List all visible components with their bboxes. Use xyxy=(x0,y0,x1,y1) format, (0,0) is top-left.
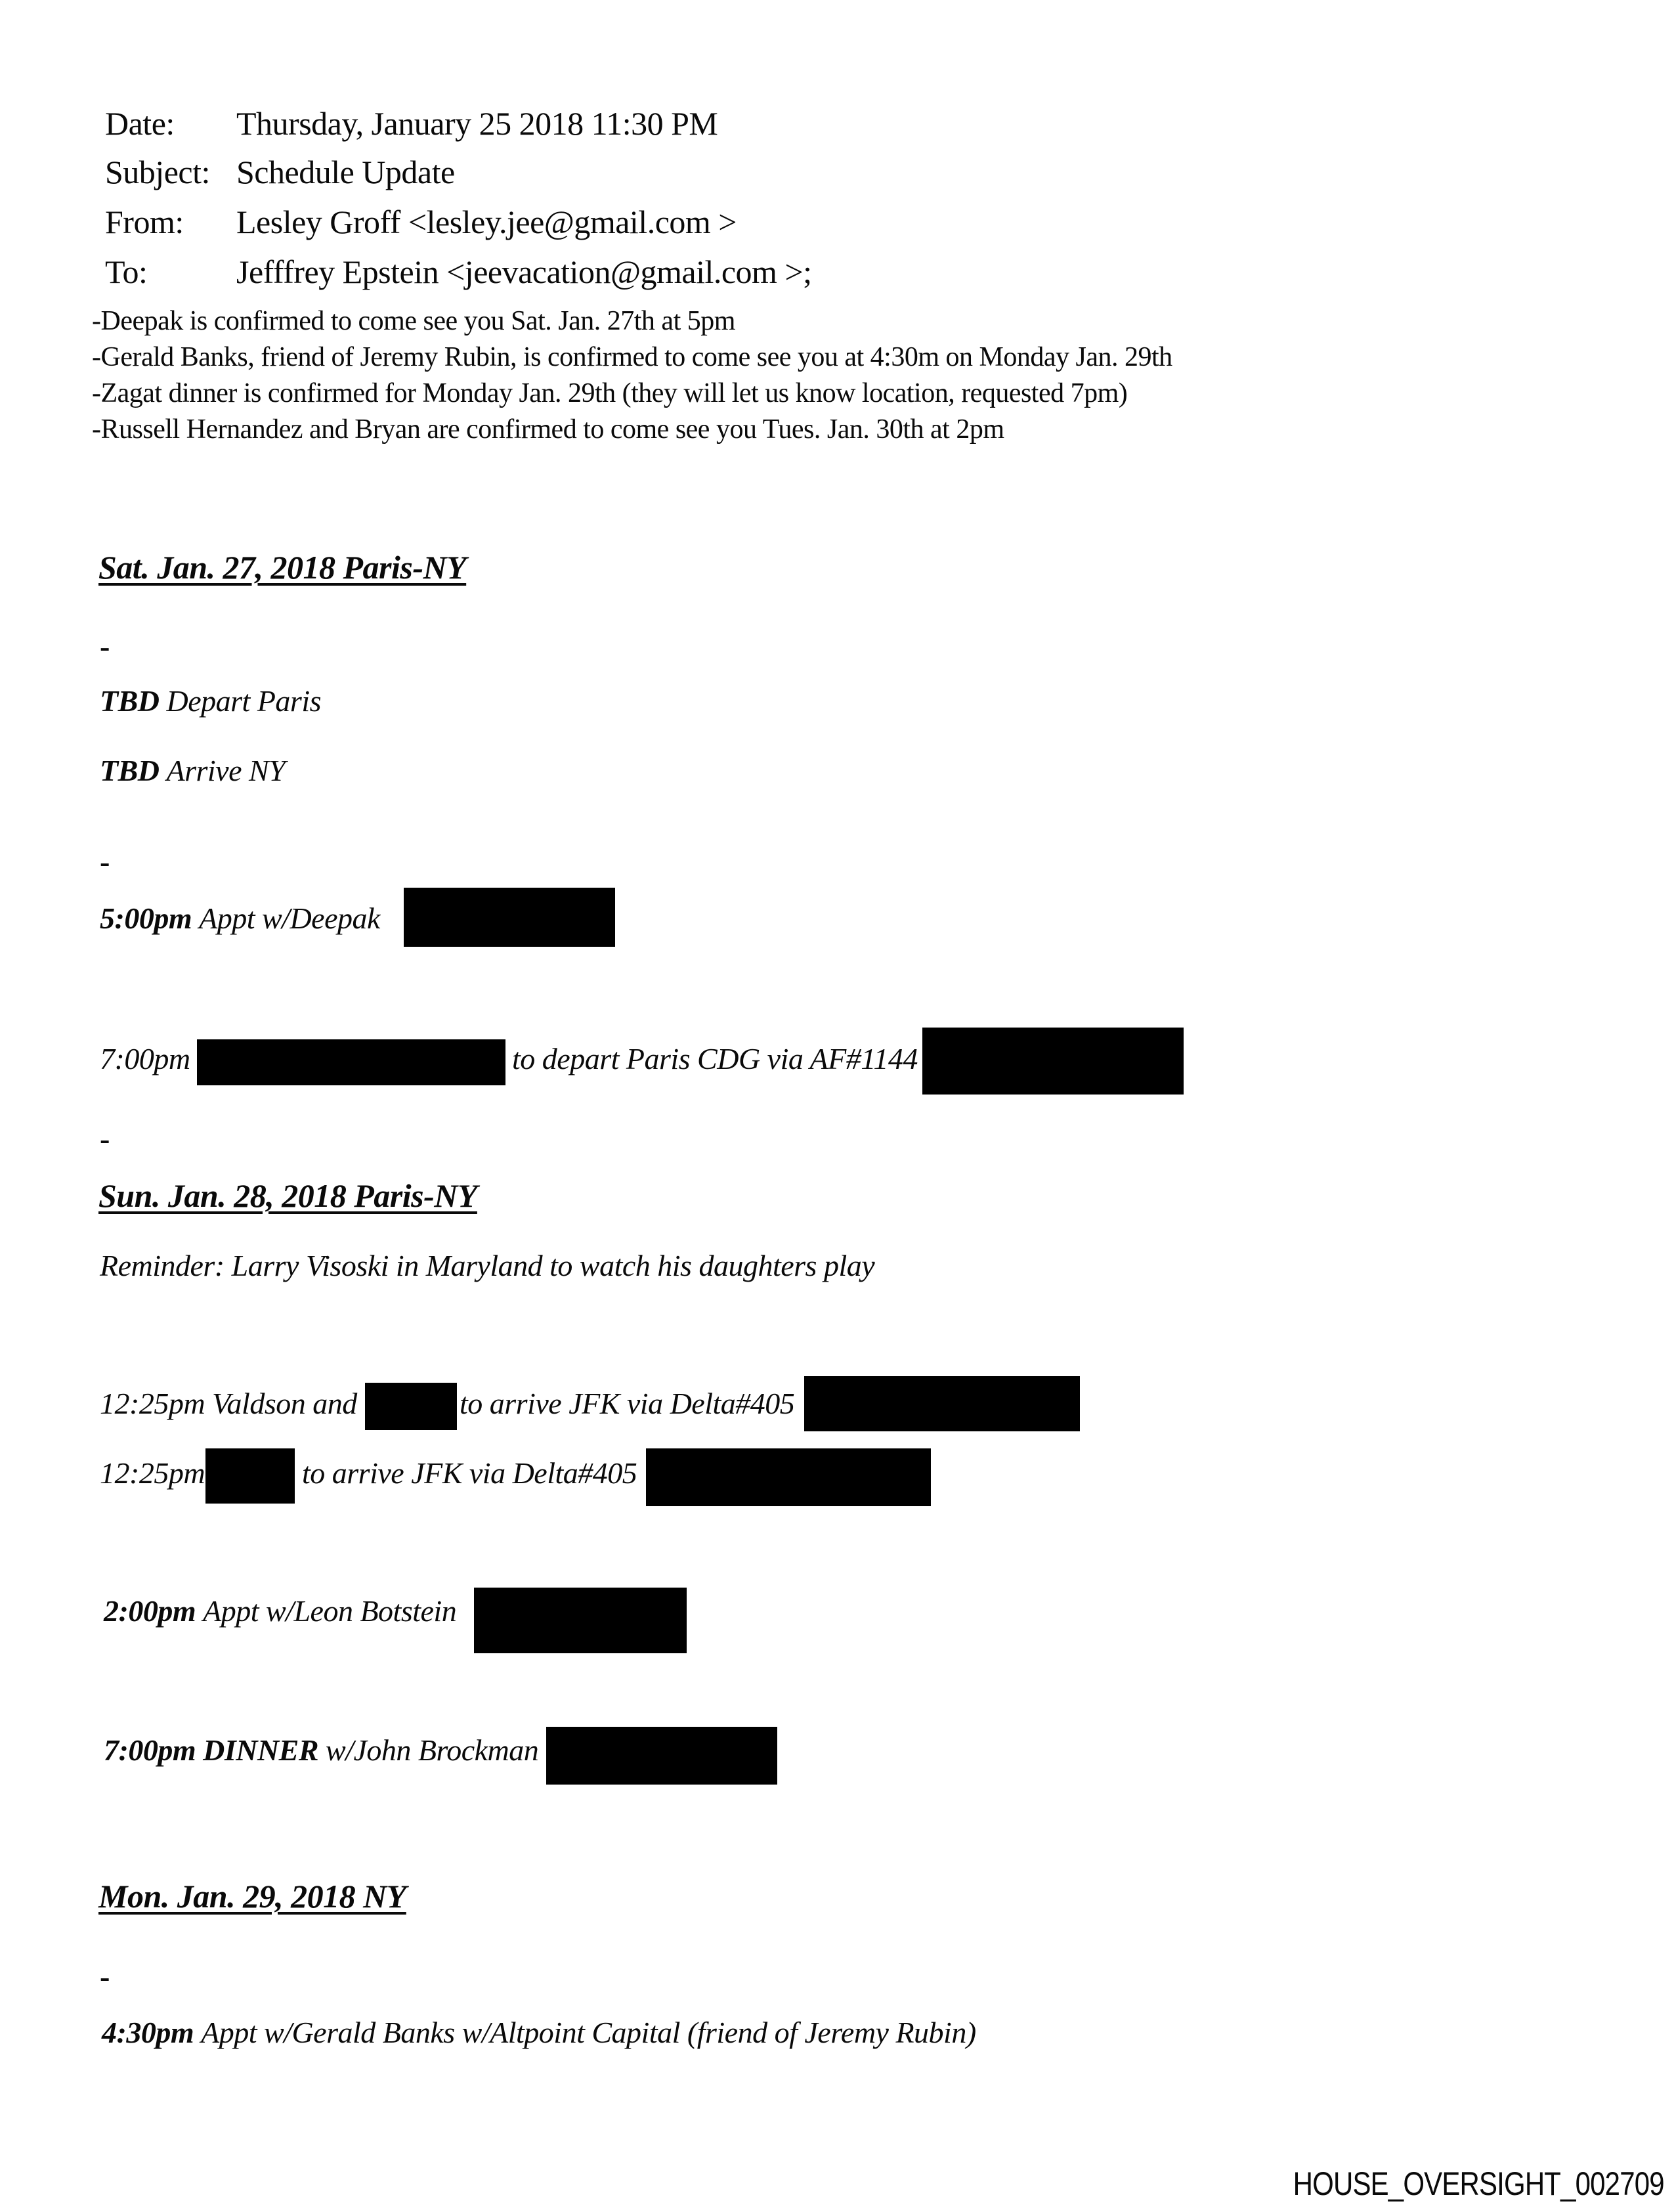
note-line: -Zagat dinner is confirmed for Monday Jan. 29th (they will let us know location, requested 7pm) xyxy=(92,378,1128,408)
schedule-line-dinner xyxy=(104,1733,538,1768)
schedule-line-flight1 xyxy=(100,1386,357,1421)
dash-mark: - xyxy=(100,1122,110,1156)
header-row-from xyxy=(105,203,737,241)
schedule-line-5pm xyxy=(100,901,380,936)
redaction-box xyxy=(546,1727,777,1785)
section-heading-sun: Sun. Jan. 28, 2018 Paris-NY xyxy=(98,1177,477,1214)
flight1-names: Valdson and xyxy=(212,1387,357,1420)
from-value: Lesley Groff <lesley.jee@gmail.com > xyxy=(236,204,737,240)
redaction-box xyxy=(205,1448,295,1504)
section-heading-sat: Sat. Jan. 27, 2018 Paris-NY xyxy=(98,549,467,586)
redaction-box xyxy=(474,1588,687,1653)
note-line: -Deepak is confirmed to come see you Sat. Jan. 27th at 5pm xyxy=(92,306,735,336)
note-line: -Russell Hernandez and Bryan are confirmed to come see you Tues. Jan. 30th at 2pm xyxy=(92,414,1004,445)
to-value: Jefffrey Epstein <jeevacation@gmail.com >; xyxy=(236,253,812,290)
time-430pm: 4:30pm xyxy=(102,2016,194,2049)
time-dinner: 7:00pm DINNER xyxy=(104,1733,319,1767)
subject-label: Subject: xyxy=(105,154,210,190)
schedule-line-flight2 xyxy=(100,1456,205,1491)
dash-mark: - xyxy=(100,1960,110,1993)
dash-mark: - xyxy=(100,845,110,878)
schedule-line-depart xyxy=(100,683,321,719)
time-5pm: 5:00pm xyxy=(100,901,192,935)
date-label: Date: xyxy=(105,105,175,142)
appt-5pm-text: Appt w/Deepak xyxy=(199,901,380,935)
redaction-box xyxy=(804,1376,1080,1431)
appt-7pm-text: to depart Paris CDG via AF#1144 xyxy=(512,1042,918,1075)
redaction-box xyxy=(365,1383,457,1430)
time-2pm: 2:00pm xyxy=(104,1594,196,1628)
redaction-box xyxy=(646,1448,931,1506)
time-1225-1: 12:25pm xyxy=(100,1387,205,1420)
redaction-box xyxy=(404,888,615,947)
flight2-text: to arrive JFK via Delta#405 xyxy=(302,1456,637,1490)
header-row-date xyxy=(105,104,718,142)
schedule-line-430pm xyxy=(102,2015,976,2050)
redaction-box xyxy=(197,1039,505,1085)
section-heading-mon: Mon. Jan. 29, 2018 NY xyxy=(98,1878,406,1915)
depart-text: Depart Paris xyxy=(166,684,321,718)
bates-number: HOUSE_OVERSIGHT_002709 xyxy=(1293,2165,1664,2202)
to-label: To: xyxy=(105,253,148,290)
schedule-line-arrive xyxy=(100,753,285,789)
time-tbd-arrive: TBD xyxy=(100,754,160,787)
dash-mark: - xyxy=(100,630,110,663)
header-row-to xyxy=(105,253,812,291)
time-7pm-label: 7:00pm xyxy=(100,1042,190,1075)
flight1-text: to arrive JFK via Delta#405 xyxy=(460,1387,795,1420)
dinner-text: w/John Brockman xyxy=(326,1733,539,1767)
schedule-line-2pm xyxy=(104,1594,456,1629)
date-value: Thursday, January 25 2018 11:30 PM xyxy=(236,105,718,142)
time-1225-2: 12:25pm xyxy=(100,1456,205,1490)
reminder-line: Reminder: Larry Visoski in Maryland to watch his daughters play xyxy=(100,1249,875,1282)
header-row-subject xyxy=(105,153,455,191)
summary-notes xyxy=(92,303,1172,448)
note-line: -Gerald Banks, friend of Jeremy Rubin, is confirmed to come see you at 4:30m on Monday Jan. 29th xyxy=(92,342,1172,372)
time-7pm xyxy=(100,1041,190,1077)
arrive-text: Arrive NY xyxy=(166,754,286,787)
time-tbd-depart: TBD xyxy=(100,684,160,718)
appt-2pm-text: Appt w/Leon Botstein xyxy=(203,1594,457,1628)
from-label: From: xyxy=(105,204,184,240)
appt-430pm-text: Appt w/Gerald Banks w/Altpoint Capital (friend of Jeremy Rubin) xyxy=(201,2016,976,2049)
redaction-box xyxy=(922,1028,1184,1095)
subject-value: Schedule Update xyxy=(236,154,455,190)
